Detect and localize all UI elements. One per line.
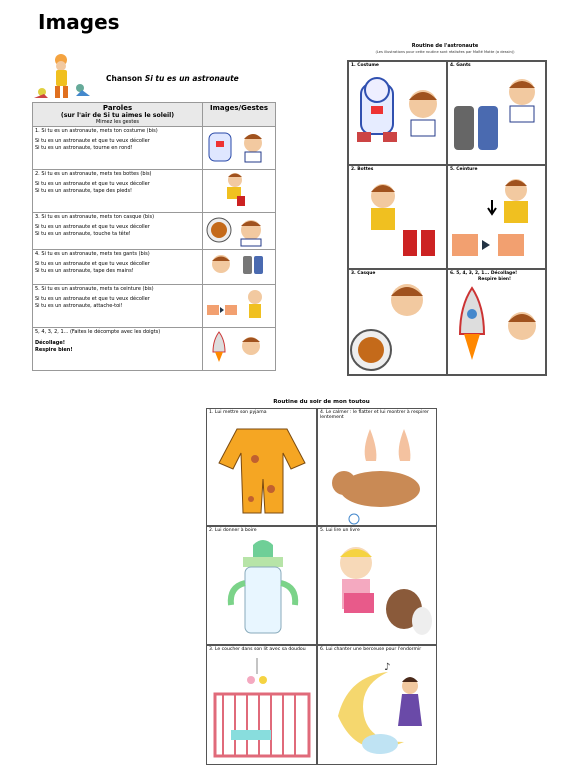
toutou-cell-drink: 2. Lui donner à boire <box>206 526 317 645</box>
table-row: 3. Si tu es un astronaute, mets ton casque (bis) Si tu es un astronaute et que tu veux décoller Si tu es un astronaute, touche ta tête! <box>33 213 276 250</box>
toutou-cell-lullaby: 6. Lui chanter une berceuse pour l'endormir ♪ <box>317 645 437 765</box>
table-row: 1. Si tu es un astronaute, mets ton costume (bis) Si tu es un astronaute et que tu veux décoller Si tu es un astronaute, tourne en rond! <box>33 127 276 170</box>
astronaut-routine <box>345 43 545 375</box>
toutou-cell-pyjama: 1. Lui mettre son pyjama <box>206 408 317 526</box>
images-header: Images/Gestes <box>203 103 276 127</box>
toutou-cell-calm: 4. Le calmer : le flatter et lui montrer à respirer lentement <box>317 408 437 526</box>
table-row: 4. Si tu es un astronaute, mets tes gants (bis) Si tu es un astronaute et que tu veux décoller Si tu es un astronaute, tape des mains! <box>33 250 276 285</box>
svg-text:♪: ♪ <box>384 662 391 673</box>
astro-subtitle: (Les illustrations pour cette routine sont réalisées par Maïté Motte (a dessin)) <box>375 50 515 54</box>
toutou-title: Routine du soir de mon toutou <box>273 399 370 405</box>
toutou-grid <box>206 408 437 765</box>
astro-cell-boots: 2. Bottes <box>348 165 447 269</box>
song-sheet <box>32 52 276 374</box>
page-title: Images <box>38 10 120 34</box>
astro-cell-liftoff: 6. 5, 4, 3, 2, 1... Décollage! Respire bien! <box>447 269 546 375</box>
table-row: 5, 4, 3, 2, 1... (Faites le décompte avec les doigts) Décollage! Respire bien! <box>33 328 276 371</box>
astro-cell-costume: 1. Costume <box>348 61 447 165</box>
table-row: 2. Si tu es un astronaute, mets tes bottes (bis) Si tu es un astronaute et que tu veux décoller Si tu es un astronaute, tape des pieds! <box>33 170 276 213</box>
astro-grid <box>347 60 547 376</box>
helmet-image <box>203 213 276 250</box>
gloves-image <box>203 250 276 285</box>
toutou-cell-bed: 3. Le coucher dans son lit avec sa doudou <box>206 645 317 765</box>
astro-cell-helmet: 3. Casque <box>348 269 447 375</box>
astro-cell-gloves: 4. Gants <box>447 61 546 165</box>
astro-title: Routine de l'astronaute <box>411 43 479 49</box>
astronaut-clipart-icon <box>32 52 92 102</box>
song-title: Chanson Si tu es un astronaute <box>106 74 239 83</box>
table-row: 5. Si tu es un astronaute, mets ta ceinture (bis) Si tu es un astronaute et que tu veux décoller Si tu es un astronaute, attache-toi! <box>33 285 276 328</box>
toutou-cell-read: 5. Lui lire un livre <box>317 526 437 645</box>
boots-image <box>203 170 276 213</box>
rocket-image <box>203 328 276 371</box>
song-table <box>32 102 276 371</box>
belt-image <box>203 285 276 328</box>
lyrics-header: Paroles (sur l'air de Si tu aimes le soleil) Mimez les gestes <box>33 103 203 127</box>
song-header <box>32 52 276 102</box>
astro-cell-belt: 5. Ceinture <box>447 165 546 269</box>
bedtime-routine <box>206 399 437 765</box>
costume-image <box>203 127 276 170</box>
